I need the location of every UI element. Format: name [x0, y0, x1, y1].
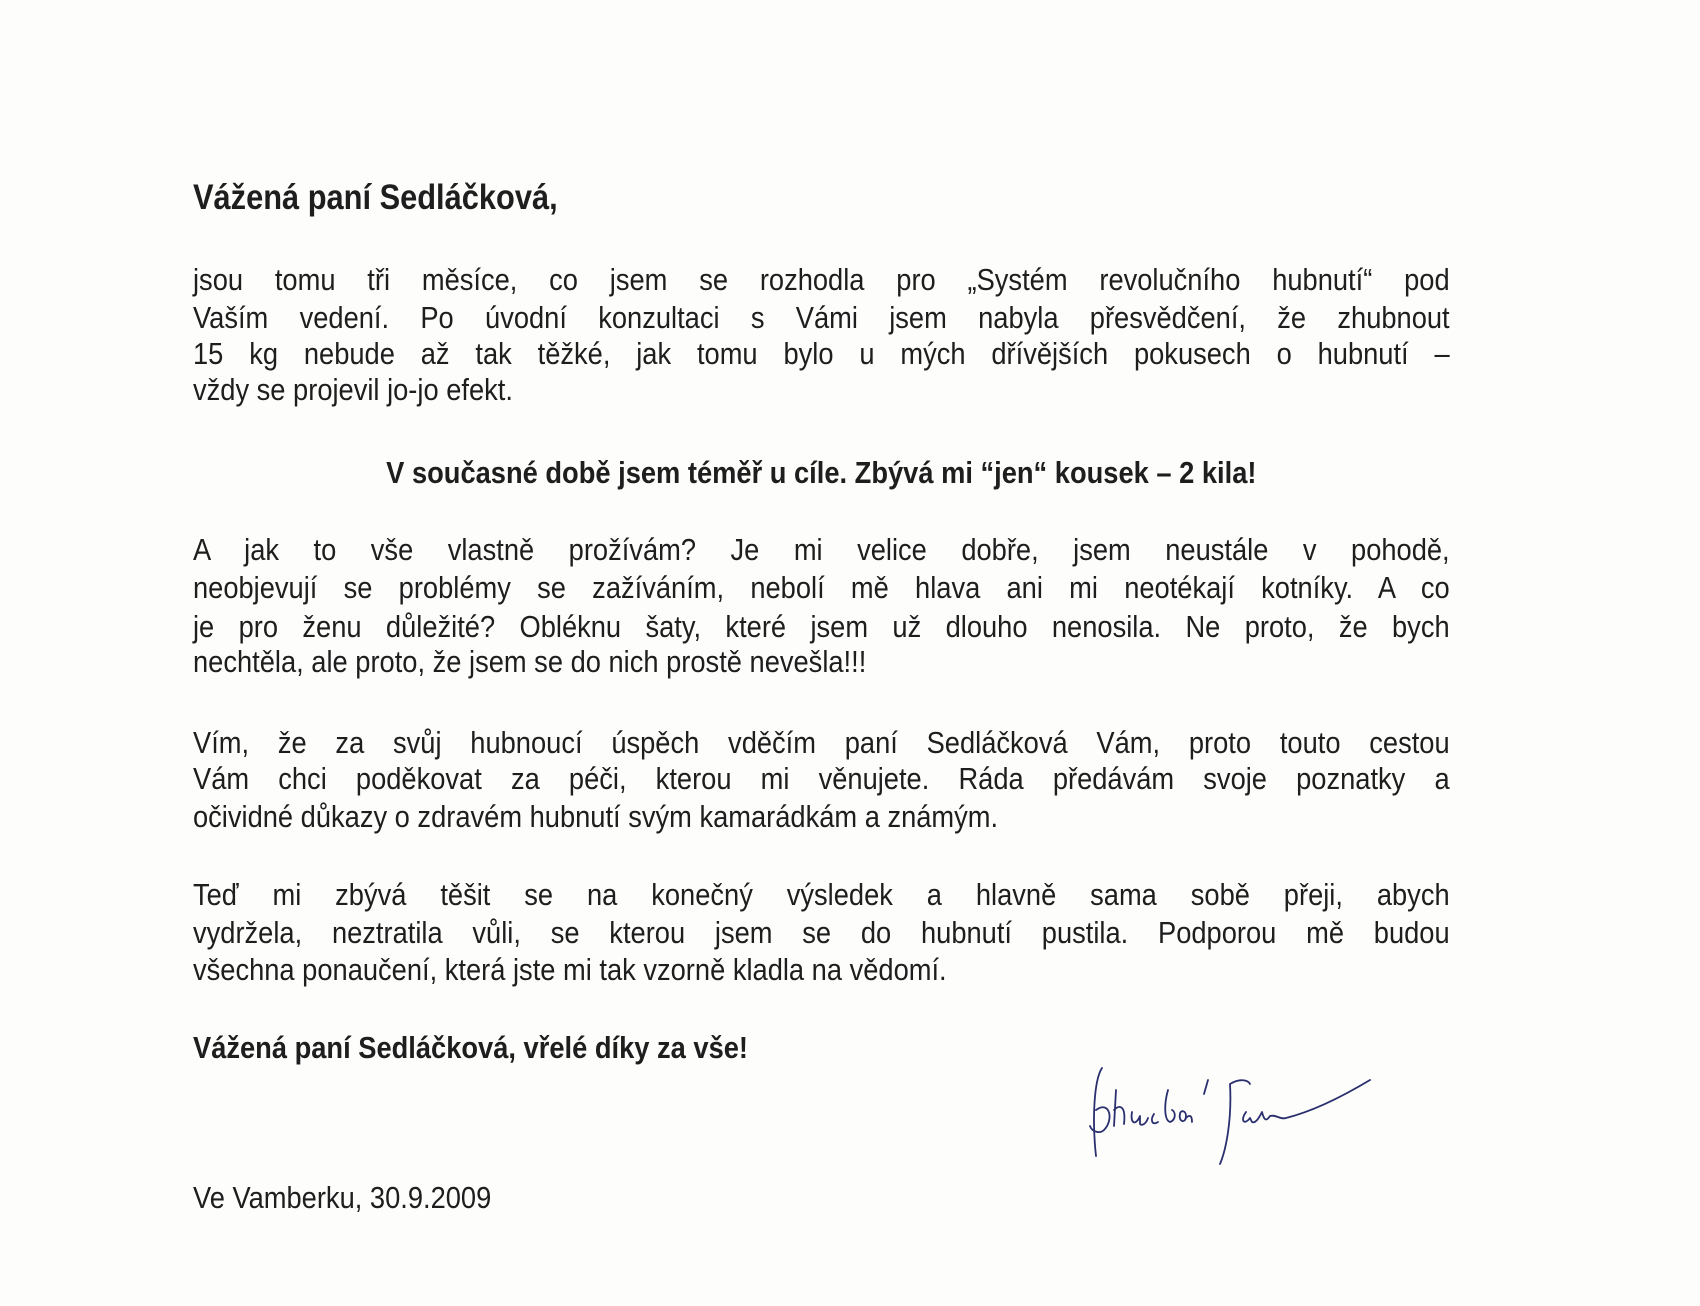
- place-and-date: Ve Vamberku, 30.9.2009: [193, 1180, 492, 1215]
- text-line: Vím, že za svůj hubnoucí úspěch vděčím paní Sedláčková Vám, proto touto cestou: [193, 725, 1450, 760]
- text-line: všechna ponaučení, která jste mi tak vzorně kladla na vědomí.: [193, 952, 947, 987]
- text-line: je pro ženu důležité? Obléknu šaty, které jsem už dlouho nenosila. Ne proto, že bych: [193, 609, 1450, 644]
- text-line: očividné důkazy o zdravém hubnutí svým kamarádkám a známým.: [193, 799, 999, 834]
- text-line: neobjevují se problémy se zažíváním, nebolí mě hlava ani mi neotékají kotníky. A co: [193, 570, 1450, 605]
- text-line: jsou tomu tři měsíce, co jsem se rozhodla pro „Systém revolučního hubnutí“ pod: [193, 262, 1450, 297]
- closing: Vážená paní Sedláčková, vřelé díky za vše!: [193, 1030, 748, 1065]
- salutation: Vážená paní Sedláčková,: [193, 178, 558, 217]
- text-line: Vaším vedení. Po úvodní konzultaci s Vámi jsem nabyla přesvědčení, že zhubnout: [193, 300, 1450, 335]
- highlight-line: V současné době jsem téměř u cíle. Zbývá mi “jen“ kousek – 2 kila!: [386, 455, 1257, 490]
- text-line: vydržela, neztratila vůli, se kterou jsem se do hubnutí pustila. Podporou mě budou: [193, 915, 1450, 950]
- text-line: vždy se projevil jo-jo efekt.: [193, 372, 513, 407]
- text-line: Vám chci poděkovat za péči, kterou mi věnujete. Ráda předávám svoje poznatky a: [193, 761, 1450, 796]
- text-line: nechtěla, ale proto, že jsem se do nich prostě nevešla!!!: [193, 644, 867, 679]
- text-line: A jak to vše vlastně prožívám? Je mi velice dobře, jsem neustále v pohodě,: [193, 532, 1450, 567]
- text-line: 15 kg nebude až tak těžké, jak tomu bylo u mých dřívějších pokusech o hubnutí –: [193, 336, 1450, 371]
- text-line: Teď mi zbývá těšit se na konečný výsledek a hlavně sama sobě přeji, abych: [193, 877, 1450, 912]
- handwritten-signature: [1080, 1060, 1440, 1170]
